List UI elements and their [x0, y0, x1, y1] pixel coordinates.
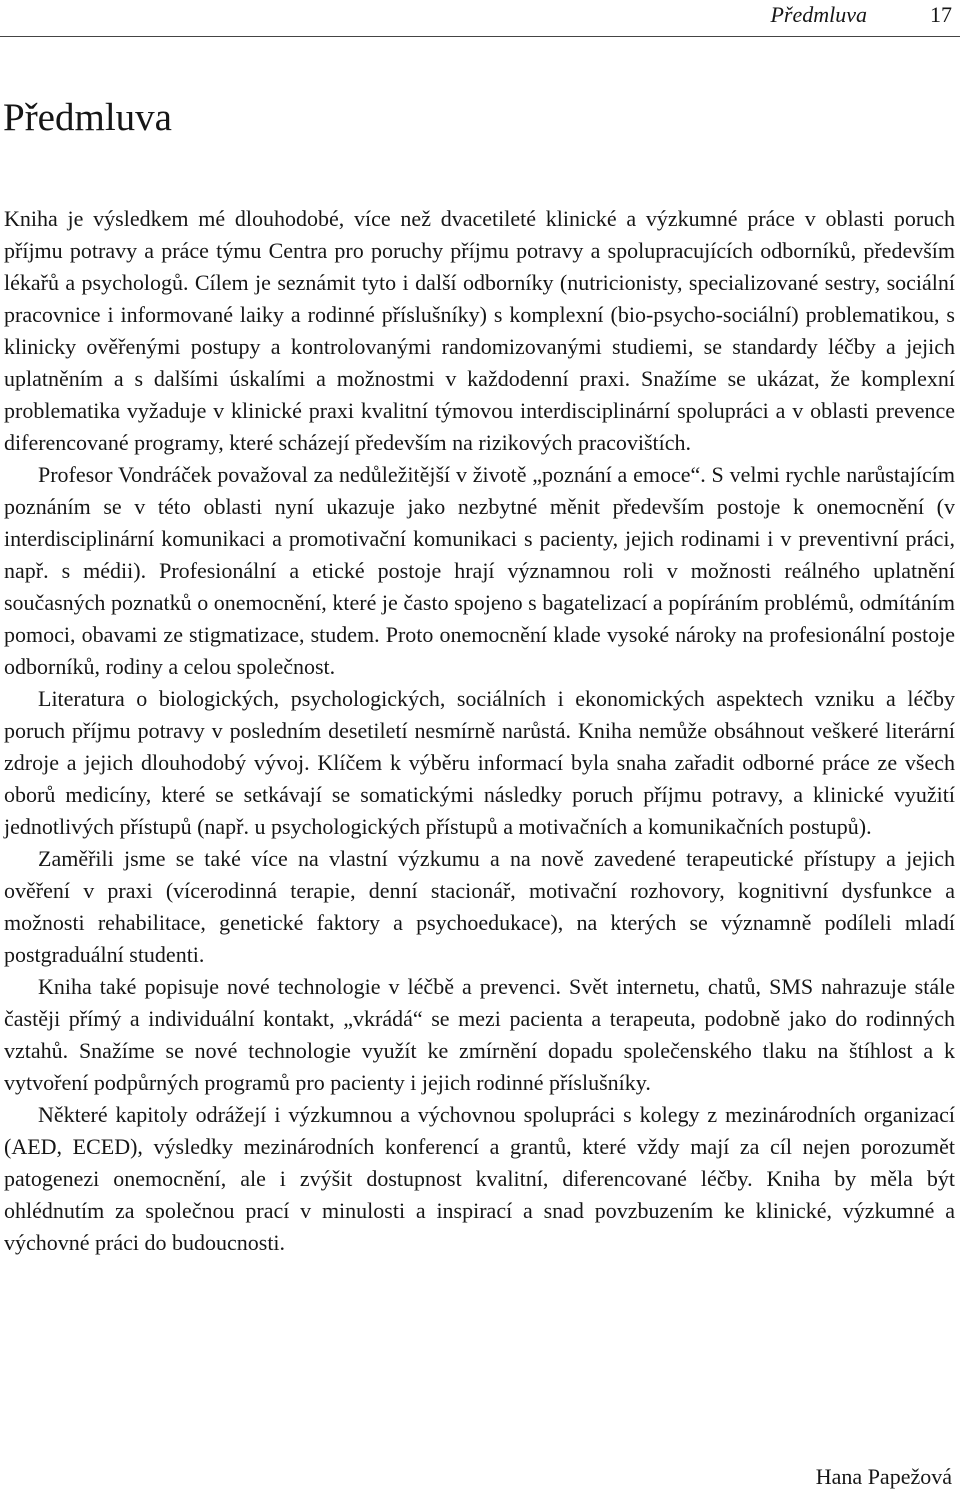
running-head [0, 0, 960, 37]
author-signature: Hana Papežová [815, 1464, 952, 1489]
paragraph-2: Profesor Vondráček považoval za nedůležitější v životě „poznání a emoce“. S velmi rychle narůstajícím poznáním se v této oblasti nyní ukazuje jako nezbytné měnit především postoje k onemocnění (v interdisciplinární komunikaci a promotivační komunikaci s pacienty, jejich rodinami i v preventivní práci, např. s médii). Profesionální a etické postoje hrají významnou roli v možnosti reálného uplatnění současných poznatků o onemocnění, které je často spojeno s bagatelizací a popíráním problémů, odmítáním pomoci, obavami ze stigmatizace, studem. Proto onemocnění klade vysoké nároky na profesionální postoje odborníků, rodiny a celou společnost. [4, 462, 955, 679]
paragraph-3: Literatura o biologických, psychologických, sociálních i ekonomických aspektech vzniku a léčby poruch příjmu potravy v posledním desetiletí nesmírně narůstá. Kniha nemůže obsáhnout veškeré literární zdroje a jejich dlouhodobý vývoj. Klíčem k výběru informací byla snaha zařadit odborné práce ze všech oborů medicíny, které se setkávají se somatickými následky poruch příjmu potravy, a klinické využití jednotlivých přístupů (např. u psychologických přístupů a motivačních a komunikačních postupů). [4, 686, 955, 839]
page-number: 17 [930, 2, 952, 27]
paragraph-4: Zaměřili jsme se také více na vlastní výzkumu a na nově zavedené terapeutické přístupy a jejich ověření v praxi (vícerodinná terapie, denní stacionář, motivační rozhovory, kognitivní dysfunkce a možnosti rehabilitace, genetické faktory a psychoedukace), na kterých se významně podíleli mladí postgraduální studenti. [4, 846, 955, 967]
body-text [4, 203, 955, 1259]
chapter-title: Předmluva [3, 96, 172, 139]
paragraph-1: Kniha je výsledkem mé dlouhodobé, více než dvacetileté klinické a výzkumné práce v oblasti poruch příjmu potravy a práce týmu Centra pro poruchy příjmu potravy a spolupracujících odborníků, především lékařů a psychologů. Cílem je seznámit tyto i další odborníky (nutricionisty, specializované sestry, sociální pracovnice i informované laiky a rodinné příslušníky) s komplexní (bio-psycho-sociální) problematikou, s klinicky ověřenými postupy a kontrolovanými randomizovanými studiemi, se standardy léčby a jejich uplatněním a s dalšími úskalími a možnostmi v každodenní praxi. Snažíme se ukázat, že komplexní problematika vyžaduje v klinické praxi kvalitní týmovou interdisciplinární spolupráci a v oblasti prevence diferencované programy, které scházejí především na rizikových pracovištích. [4, 206, 955, 455]
paragraph-5: Kniha také popisuje nové technologie v léčbě a prevenci. Svět internetu, chatů, SMS nahrazuje stále častěji přímý a individuální kontakt, „vkrádá“ se mezi pacienta a terapeuta, podobně jako do rodinných vztahů. Snažíme se nové technologie využít ke zmírnění dopadu společenského tlaku na štíhlost a k vytvoření podpůrných programů pro pacienty i jejich rodinné příslušníky. [4, 974, 955, 1095]
paragraph-6: Některé kapitoly odrážejí i výzkumnou a výchovnou spolupráci s kolegy z mezinárodních organizací (AED, ECED), výsledky mezinárodních konferencí a grantů, které vždy mají za cíl nejen porozumět patogenezi onemocnění, ale i zvýšit dostupnost kvalitní, diferencované léčby. Kniha by měla být ohlédnutím za společnou prací v minulosti a inspirací a snad povzbuzením ke klinické, výzkumné a výchovné práci do budoucnosti. [4, 1102, 955, 1255]
running-head-title: Předmluva [770, 2, 867, 27]
